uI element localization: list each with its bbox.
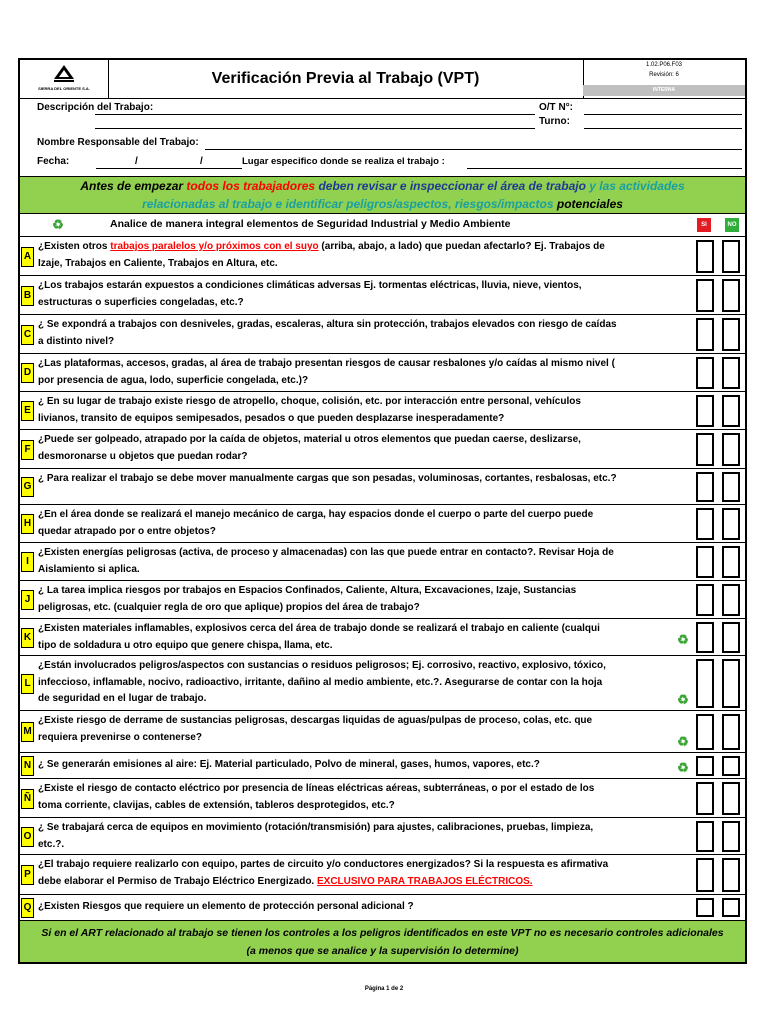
question-text-main: ¿Existen otros <box>38 241 111 252</box>
question-text <box>38 820 693 853</box>
fecha-slash-1: / <box>135 156 138 167</box>
answer-si-checkbox[interactable] <box>696 714 714 750</box>
question-row-p <box>20 854 745 894</box>
answer-si-checkbox[interactable] <box>696 395 714 427</box>
question-letter: Ñ <box>21 789 34 809</box>
question-letter: L <box>21 674 34 694</box>
section-heading: Analice de manera integral elementos de Seguridad Industrial y Medio Ambiente <box>110 218 511 230</box>
question-text <box>38 583 693 616</box>
question-text-main: ¿Están involucrados peligros/aspectos con sustancias o residuos peligrosos; Ej. corrosivo, reactivo, explosivo, tóxico, infeccioso, inflamable, nocivo, radioactivo, irritante, dañino al medio ambiente, etc.?. Asegurarse de contar con la hoja de seguridad en el lugar de trabajo. <box>38 660 606 704</box>
question-row-c <box>20 314 745 353</box>
question-text-main: ¿En el área donde se realizará el manejo mecánico de carga, hay espacios donde el cuerpo o parte del cuerpo puede quedar atrapado por o entre objetos? <box>38 509 594 537</box>
ot-field[interactable] <box>584 114 742 115</box>
answer-si-checkbox[interactable] <box>696 357 714 389</box>
answer-no-checkbox[interactable] <box>722 898 740 917</box>
answer-si-checkbox[interactable] <box>696 858 714 892</box>
answer-si-checkbox[interactable] <box>696 240 714 273</box>
recycle-icon: ♻ <box>677 692 689 707</box>
question-text-main: ¿Existen Riesgos que requiere un elemento de protección personal adicional ? <box>38 901 414 912</box>
question-row-d <box>20 353 745 391</box>
question-text-main: ¿Las plataformas, accesos, gradas, al área de trabajo presentan riesgos de causar resbalones y/o caídas al mismo nivel ( por presencia de agua, lodo, superficie congelada, etc.)? <box>38 358 615 386</box>
answer-no-checkbox[interactable] <box>722 546 740 578</box>
question-text <box>38 757 693 774</box>
question-row-g <box>20 468 745 504</box>
question-text <box>38 394 693 427</box>
question-letter: M <box>21 722 34 742</box>
answer-si-checkbox[interactable] <box>696 898 714 917</box>
question-letter: A <box>21 247 34 267</box>
fecha-field[interactable] <box>96 168 242 169</box>
answer-si-checkbox[interactable] <box>696 756 714 776</box>
turno-label: Turno: <box>539 116 570 127</box>
recycle-icon: ♻ <box>677 734 689 749</box>
answer-si-checkbox[interactable] <box>696 279 714 312</box>
question-text-main: ¿ La tarea implica riesgos por trabajos en Espacios Confinados, Caliente, Altura, Excavaciones, Izaje, Sustancias peligrosas, etc. (cualquier regla de oro que aplique) propios del área de trabajo? <box>38 585 577 613</box>
question-letter: H <box>21 514 34 534</box>
question-row-b <box>20 275 745 314</box>
question-text <box>38 278 693 311</box>
lugar-field[interactable] <box>467 168 742 169</box>
question-text <box>38 507 693 540</box>
logo-caption: SIERRA DEL ORIENTE S.A. <box>38 86 90 91</box>
question-text-main: ¿El trabajo requiere realizarlo con equipo, partes de circuito y/o conductores energizados? Si la respuesta es afirmativa debe elaborar el Permiso de Trabajo Eléctrico Energizado. <box>38 859 609 887</box>
answer-no-checkbox[interactable] <box>722 472 740 502</box>
question-text <box>38 658 693 708</box>
question-text <box>38 899 693 916</box>
question-row-i <box>20 542 745 580</box>
answer-no-checkbox[interactable] <box>722 714 740 750</box>
question-row-e <box>20 391 745 429</box>
header-row <box>20 60 745 99</box>
question-row-ñ <box>20 778 745 817</box>
answer-no-checkbox[interactable] <box>722 240 740 273</box>
question-letter: G <box>21 477 34 497</box>
question-letter: K <box>21 628 34 648</box>
answer-si-checkbox[interactable] <box>696 659 714 708</box>
answer-no-checkbox[interactable] <box>722 279 740 312</box>
question-text-main: ¿ Para realizar el trabajo se debe mover manualmente cargas que son pesadas, voluminosas, cortantes, resbalosas, etc.? <box>38 473 617 484</box>
responsable-field[interactable] <box>205 149 742 150</box>
answer-si-checkbox[interactable] <box>696 584 714 616</box>
question-text-main: ¿ Se trabajará cerca de equipos en movimiento (rotación/transmisión) para ajustes, calibraciones, pruebas, limpieza, etc.?. <box>38 822 594 850</box>
descripcion-label: Descripción del Trabajo: <box>37 102 154 113</box>
banner-text-e: relacionadas al trabajo e identificar peligros/aspectos, riesgos/impactos <box>142 197 554 211</box>
question-letter: F <box>21 440 34 460</box>
no-badge: NO <box>725 218 739 232</box>
banner-text-c: deben revisar e inspeccionar el área de trabajo <box>315 179 590 193</box>
answer-si-checkbox[interactable] <box>696 546 714 578</box>
question-letter: B <box>21 286 34 306</box>
question-text <box>38 545 693 578</box>
recycle-icon: ♻ <box>677 632 689 647</box>
answer-no-checkbox[interactable] <box>722 821 740 852</box>
recycle-icon: ♻ <box>52 217 64 232</box>
form-title: Verificación Previa al Trabajo (VPT) <box>108 60 584 98</box>
question-text-main: ¿Existen energías peligrosas (activa, de proceso y almacenadas) con las que puede entrar en contacto?. Revisar Hoja de Aislamiento si aplica. <box>38 547 614 575</box>
banner-line-1 <box>20 177 745 195</box>
doc-classification: INTERNA <box>583 85 745 96</box>
question-letter: O <box>21 827 34 847</box>
lugar-label: Lugar especifico donde se realiza el trabajo : <box>242 156 445 167</box>
question-text-main: ¿ Se expondrá a trabajos con desniveles, gradas, escaleras, altura sin protección, trabajos elevados con riesgo de caídas a distinto nivel? <box>38 319 617 347</box>
question-letter: D <box>21 363 34 383</box>
question-row-m <box>20 710 745 752</box>
question-text-main: ¿ En su lugar de trabajo existe riesgo de atropello, choque, colisión, etc. por interacción entre personal, vehículos livianos, transito de equipos semipesados, pesados o que pueden desplazarse inesperadamente? <box>38 396 581 424</box>
question-text <box>38 621 684 654</box>
fecha-slash-2: / <box>200 156 203 167</box>
answer-no-checkbox[interactable] <box>722 622 740 653</box>
question-letter: P <box>21 865 34 885</box>
question-text <box>38 239 693 272</box>
footer-line-2: (a menos que se analice y la supervisión lo determine) <box>246 945 519 957</box>
question-text <box>38 857 693 890</box>
answer-si-checkbox[interactable] <box>696 821 714 852</box>
banner-text-b: todos los trabajadores <box>186 179 316 193</box>
banner-text-a: Antes de empezar <box>80 179 187 193</box>
question-text-highlight: EXCLUSIVO PARA TRABAJOS ELÉCTRICOS. <box>316 875 533 887</box>
question-text <box>38 356 693 389</box>
question-text-rest: (arriba, abajo, a lado) que puedan afectarlo? Ej. Trabajos de Izaje, Trabajos en Caliente, Trabajos en Altura, etc. <box>38 241 605 269</box>
instruction-banner <box>20 176 745 214</box>
question-text <box>38 432 693 465</box>
descripcion-field-line2[interactable] <box>95 128 535 129</box>
responsable-label: Nombre Responsable del Trabajo: <box>37 137 199 148</box>
answer-si-checkbox[interactable] <box>696 508 714 540</box>
question-letter: E <box>21 401 34 421</box>
question-text-highlight: trabajos paralelos y/o próximos con el suyo <box>110 241 319 252</box>
question-letter: J <box>21 590 34 610</box>
answer-si-checkbox[interactable] <box>696 318 714 351</box>
questions-list <box>20 236 745 920</box>
answer-si-checkbox[interactable] <box>696 622 714 653</box>
question-row-q <box>20 894 745 919</box>
answer-no-checkbox[interactable] <box>722 659 740 708</box>
banner-text-f: potenciales <box>553 197 623 211</box>
answer-no-checkbox[interactable] <box>722 756 740 776</box>
answer-no-checkbox[interactable] <box>722 782 740 815</box>
question-row-k <box>20 618 745 655</box>
footer-note <box>20 920 745 962</box>
question-letter: C <box>21 325 34 345</box>
form-fields <box>20 98 745 176</box>
answer-si-checkbox[interactable] <box>696 782 714 815</box>
answer-no-checkbox[interactable] <box>722 508 740 540</box>
recycle-icon: ♻ <box>677 760 689 775</box>
question-text <box>38 317 693 350</box>
question-text <box>38 713 693 746</box>
doc-code: 1.02.P06.F03 <box>645 62 683 68</box>
question-text-main: ¿Puede ser golpeado, atrapado por la caída de objetos, material u otros elementos que puedan caerse, deslizarse, desmoronarse u objetos que puedan rodar? <box>38 434 581 462</box>
question-text-main: ¿Existe riesgo de derrame de sustancias peligrosas, descargas liquidas de aguas/pulpas de proceso, colas, etc. que requiera prevenirse o contenerse? <box>38 715 593 743</box>
banner-line-2 <box>20 195 745 213</box>
answer-no-checkbox[interactable] <box>722 395 740 427</box>
question-row-n <box>20 752 745 778</box>
turno-field[interactable] <box>584 128 742 129</box>
question-text-main: ¿Existen materiales inflamables, explosivos cerca del área de trabajo donde se realizará el trabajo en caliente (cualqui tipo de soldadura u otro equipo que genere chispa, llama, etc. <box>38 623 600 651</box>
descripcion-field[interactable] <box>95 114 535 115</box>
question-letter: I <box>21 552 34 572</box>
answer-si-checkbox[interactable] <box>696 433 714 466</box>
answer-no-checkbox[interactable] <box>722 584 740 616</box>
question-row-j <box>20 580 745 618</box>
fecha-label: Fecha: <box>37 156 70 167</box>
logo-cell <box>20 60 109 98</box>
question-row-h <box>20 504 745 542</box>
answer-no-checkbox[interactable] <box>722 357 740 389</box>
question-text <box>38 781 693 814</box>
section-heading-row <box>20 214 745 236</box>
doc-meta <box>583 60 745 98</box>
answer-si-checkbox[interactable] <box>696 472 714 502</box>
question-row-f <box>20 429 745 468</box>
doc-revision: Revisión: 6 <box>649 72 679 78</box>
question-row-l <box>20 655 745 710</box>
answer-no-checkbox[interactable] <box>722 858 740 892</box>
question-row-o <box>20 817 745 854</box>
question-letter: Q <box>21 898 34 918</box>
answer-no-checkbox[interactable] <box>722 318 740 351</box>
question-row-a <box>20 236 745 275</box>
vpt-form <box>18 58 747 964</box>
company-logo <box>54 65 74 83</box>
question-text-main: ¿Existe el riesgo de contacto eléctrico por presencia de líneas eléctricas aéreas, subterráneas, o por el estado de los toma corriente, clavijas, cables de extensión, tableros desprotegidos, etc.? <box>38 783 595 811</box>
page-number: Página 1 de 2 <box>364 986 404 992</box>
ot-label: O/T N°: <box>539 102 573 113</box>
question-text <box>38 471 693 488</box>
question-text-main: ¿Los trabajos estarán expuestos a condiciones climáticas adversas Ej. tormentas eléctricas, lluvia, nieve, vientos, estructuras o superficies congeladas, etc.? <box>38 280 582 308</box>
si-badge: SI <box>697 218 711 232</box>
footer-line-1: Si en el ART relacionado al trabajo se tienen los controles a los peligros identificados en este VPT no es necesario controles adicionales <box>41 927 724 939</box>
banner-text-d: y las actividades <box>589 179 685 193</box>
question-letter: N <box>21 756 34 776</box>
question-text-main: ¿ Se generarán emisiones al aire: Ej. Material particulado, Polvo de mineral, gases, humos, vapores, etc.? <box>38 759 540 770</box>
answer-no-checkbox[interactable] <box>722 433 740 466</box>
